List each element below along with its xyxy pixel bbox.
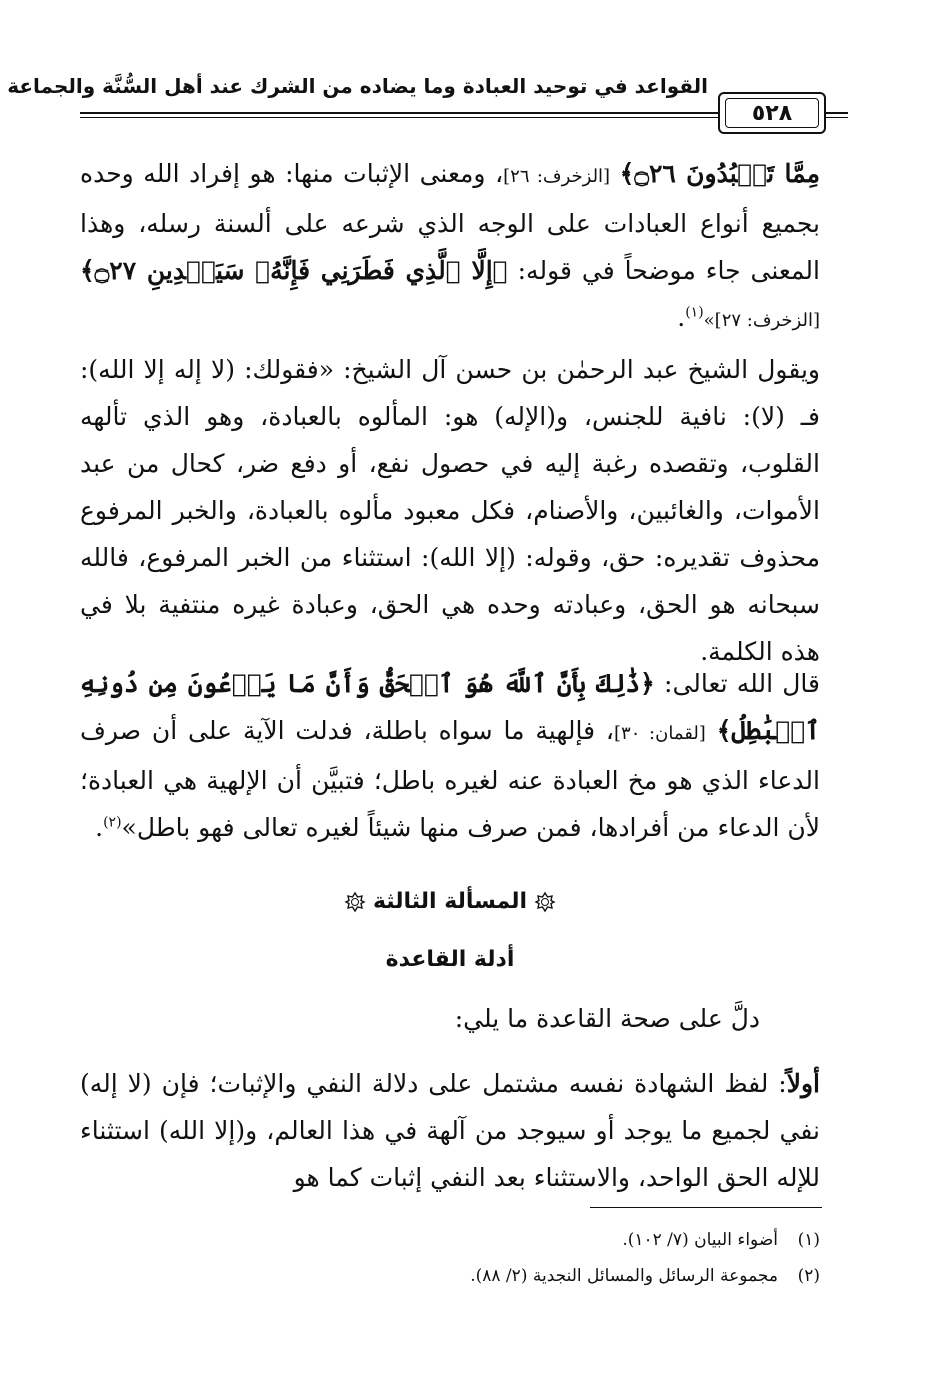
verse-reference: [الزخرف: ٢٧]»	[703, 310, 820, 331]
quran-verse: ﴿إِلَّا ٱلَّذِي فَطَرَنِي فَإِنَّهُۥ سَيَهۡدِينِ ۝٢٧﴾	[80, 256, 508, 285]
ornament-star-icon	[535, 892, 555, 912]
footnote-marker[interactable]: (١)	[685, 304, 704, 321]
paragraph-3: قال الله تعالى: ﴿ذَٰلِكَ بِأَنَّ ٱللَّهَ هُوَ ٱلۡحَقُّ وَأَنَّ مَا يَدۡعُونَ مِن دُونِهِ ٱلۡبَٰطِلُ﴾ [لقمان: ٣٠]، فإلهية ما سواه باطلة، فدلت الآية على أن صرف الدعاء الذي هو مخ العبادة عنه لغيره باطل؛ فتبيَّن أن الإلهية هي العبادة؛ لأن الدعاء من أفرادها، فمن صرف منها شيئاً لغيره تعالى فهو باطل»$^{(٢)}$.	[80, 669, 820, 842]
footnote-number: (٢)	[797, 1266, 820, 1286]
section-heading	[80, 880, 820, 924]
footnote-text: مجموعة الرسائل والمسائل النجدية (٢/ ٨٨).	[470, 1266, 778, 1286]
section-subtitle: أدلة القاعدة	[385, 947, 515, 972]
footnote-1	[80, 1222, 820, 1258]
footnote-number: (١)	[797, 1230, 820, 1250]
footnote-2	[80, 1258, 820, 1294]
paragraph-text: ، ومعنى الإثبات منها: هو إفراد الله وحده بجميع أنواع العبادات على الوجه الذي شرعه على ألسنة رسله، وهذا المعنى جاء موضحاً في قوله:	[80, 159, 820, 285]
verse-reference: [الزخرف: ٢٦]	[503, 166, 611, 187]
page-number-frame	[718, 92, 826, 134]
footnote-marker[interactable]: (٢)	[103, 814, 122, 831]
ornament-star-icon	[345, 892, 365, 912]
page-number: ٥٢٨	[725, 98, 819, 128]
footnotes	[80, 1222, 820, 1294]
paragraph-4	[80, 1060, 820, 1201]
footnote-text: أضواء البيان (٧/ ١٠٢).	[622, 1230, 778, 1250]
paragraph-lead: أولاً	[786, 1069, 820, 1098]
footnote-separator	[590, 1207, 822, 1208]
quran-verse: ﴿ذَٰلِكَ بِأَنَّ ٱللَّهَ هُوَ ٱلۡحَقُّ وَأَنَّ مَا يَدۡعُونَ مِن دُونِهِ ٱلۡبَٰطِلُ﴾	[80, 669, 820, 745]
paragraph-2	[80, 346, 820, 675]
quran-verse: مِمَّا تَعۡبُدُونَ ۝٢٦﴾	[619, 159, 820, 188]
paragraph-text: ويقول الشيخ عبد الرحمٰن بن حسن آل الشيخ: «فقولك: (لا إله إلا الله): فـ (لا): نافية للجنس، و(الإله) هو: المألوه بالعبادة، وهو الذي تألهه القلوب، وتقصده رغبة إليه في حصول نفع، أو دفع ضر، كحال من عبد الأموات، والغائبين، والأصنام، فكل معبود مألوه بالعبادة، والخبر المرفوع محذوف تقديره: حق، وقوله: (إلا الله): استثناء من الخبر المرفوع، فالله سبحانه هو الحق، وعبادته وحده هي الحق، وعبادة غيره منتفية بلا في هذه الكلمة.	[80, 355, 820, 666]
paragraph-1: مِمَّا تَعۡبُدُونَ ۝٢٦﴾ [الزخرف: ٢٦]، ومعنى الإثبات منها: هو إفراد الله وحده بجميع أنواع العبادات على الوجه الذي شرعه على ألسنة رسله، وهذا المعنى جاء موضحاً في قوله: ﴿إِلَّا ٱلَّذِي فَطَرَنِي فَإِنَّهُۥ سَيَهۡدِينِ ۝٢٧﴾ [الزخرف: ٢٧]»$^{(١)}$.	[80, 159, 820, 332]
paragraph-lead: قال الله تعالى:	[664, 669, 820, 698]
paragraph-text: : لفظ الشهادة نفسه مشتمل على دلالة النفي والإثبات؛ فإن (لا إله) نفي لجميع ما يوجد أو سيوجد من آلهة في هذا العالم، و(إلا الله) استثناء للإله الحق الواحد، والاستثناء بعد النفي إثبات كما هو	[80, 1069, 820, 1192]
header-title: القواعد في توحيد العبادة وما يضاده من الشرك عند أهل السُّنَّة والجماعة	[7, 74, 708, 98]
section-title: المسألة الثالثة	[372, 889, 528, 914]
verse-reference: [لقمان: ٣٠]	[614, 723, 706, 744]
paragraph-text: ، فإلهية ما سواه باطلة، فدلت الآية على أن صرف الدعاء الذي هو مخ العبادة عنه لغيره باطل؛ فتبيَّن أن الإلهية هي العبادة؛ لأن الدعاء من أفرادها، فمن صرف منها شيئاً لغيره تعالى فهو باطل»	[80, 716, 820, 842]
section-intro: دلَّ على صحة القاعدة ما يلي:	[454, 1004, 760, 1033]
running-header	[7, 70, 848, 132]
